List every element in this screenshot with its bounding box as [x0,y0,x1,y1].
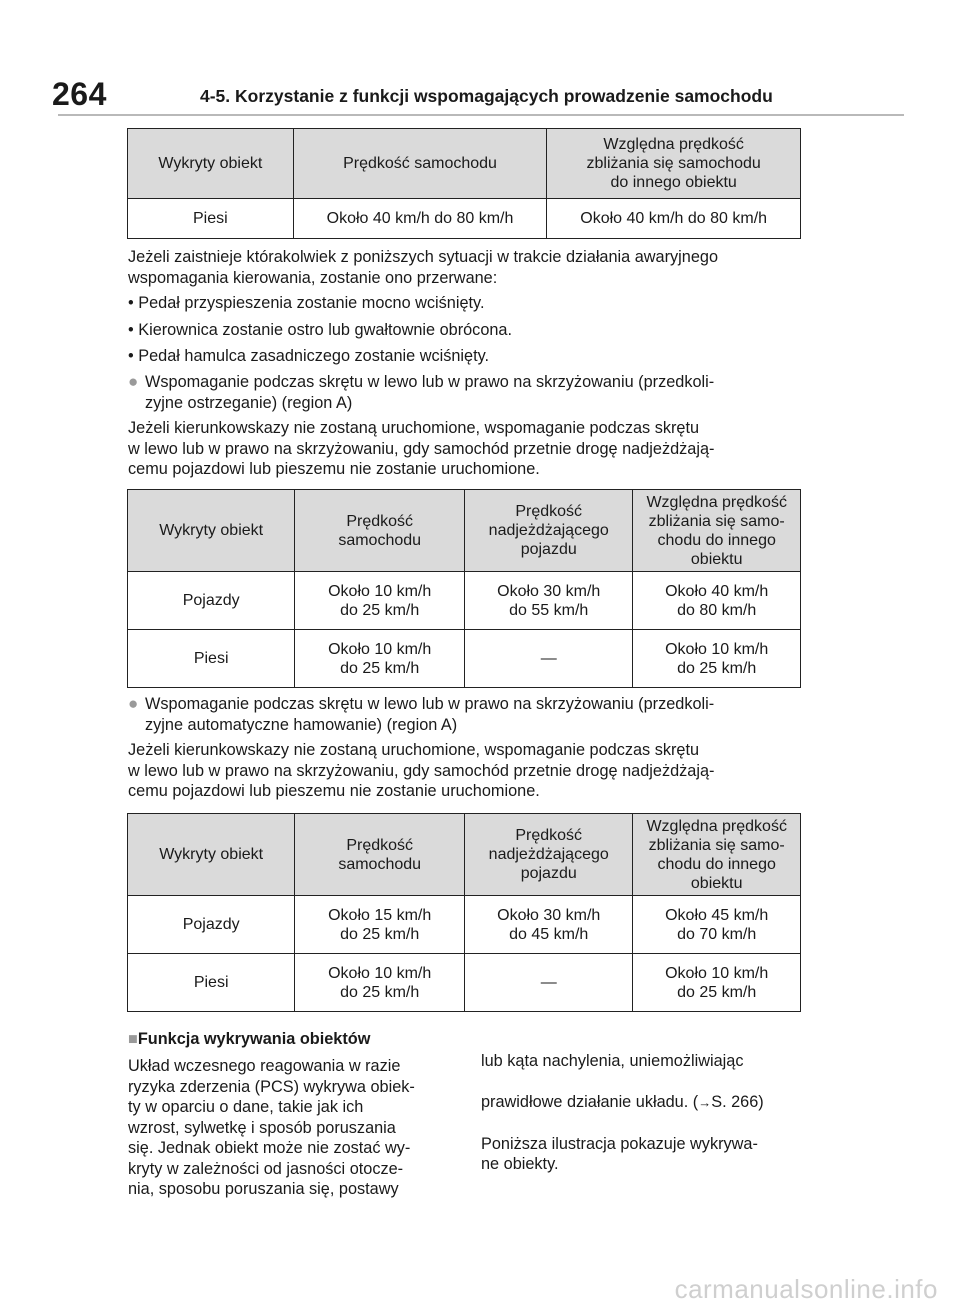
body-text: Poniższa ilustracja pokazuje wykrywa- ne obiekty. [481,1134,758,1173]
table-row [128,572,801,630]
body-column-right [481,1030,821,1175]
table-cell: Piesi [128,199,294,239]
table-header-cell: Względna prędkość zbliżania się samo- chodu do innego obiektu [633,490,801,572]
table-cell: Pojazdy [128,572,295,630]
table-header-cell: Wykryty obiekt [128,814,295,896]
list-item: • Kierownica zostanie ostro lub gwałtownie obrócona. [128,321,513,339]
section-heading-text: Funkcja wykrywania obiektów [137,1030,371,1048]
bullet-heading [128,372,808,413]
table-cell: Około 40 km/h do 80 km/h [633,572,801,630]
table-row [128,896,801,954]
detection-table-1 [127,128,801,239]
bullet-heading [128,694,808,735]
chapter-title: 4-5. Korzystanie z funkcji wspomagających prowadzenie samochodu [200,86,773,106]
table-cell: — [465,954,633,1012]
bullet-heading-text: Wspomaganie podczas skrętu w lewo lub w prawo na skrzyżowaniu (przedkoli- zyjne automatyczne hamowanie) (region A) [145,695,715,734]
body-column-left: Układ wczesnego reagowania w razie ryzyka zderzenia (PCS) wykrywa obiek- ty w oparciu o dane, takie jak ich wzrost, sylwetkę i sposób poruszania się. Jednak obiekt może nie zostać wy- kryty w zależności od jasności otocze- nia, sposobu poruszania się, postawy [128,1057,415,1198]
table-cell: Około 40 km/h do 80 km/h [547,199,801,239]
detection-table-3 [127,813,801,1012]
page-reference: S. 266) [711,1092,764,1111]
table-cell: Około 40 km/h do 80 km/h [293,199,547,239]
table-cell: Piesi [128,630,295,688]
paragraph: Jeżeli kierunkowskazy nie zostaną uruchomione, wspomaganie podczas skrętu w lewo lub w prawo na skrzyżowaniu, gdy samochód przetnie drogę nadjeżdżają- cemu pojazdowi lub pieszemu nie zostanie uruchomione. [128,741,715,800]
page-number: 264 [52,76,107,112]
table-header-cell: Wykryty obiekt [128,129,294,199]
table-cell: Około 10 km/h do 25 km/h [633,954,801,1012]
body-text: lub kąta nachylenia, uniemożliwiając [481,1051,744,1070]
table-header-cell: Prędkość nadjeżdżającego pojazdu [465,490,633,572]
table-header-cell: Względna prędkość zbliżania się samochodu do innego obiektu [547,129,801,199]
list-item: • Pedał przyspieszenia zostanie mocno wciśnięty. [128,294,485,312]
table-row [128,199,801,239]
paragraph: Jeżeli zaistnieje którakolwiek z poniższych sytuacji w trakcie działania awaryjnego wspomagania kierowania, zostanie ono przerwane: [128,248,719,287]
table-header-cell: Prędkość samochodu [293,129,547,199]
table-cell: Około 10 km/h do 25 km/h [295,572,465,630]
section-heading [128,1030,370,1049]
bullet-dot-icon: ● [128,372,139,391]
table-header-cell: Prędkość nadjeżdżającego pojazdu [465,814,633,896]
paragraph: Jeżeli kierunkowskazy nie zostaną uruchomione, wspomaganie podczas skrętu w lewo lub w prawo na skrzyżowaniu, gdy samochód przetnie drogę nadjeżdżają- cemu pojazdowi lub pieszemu nie zostanie uruchomione. [128,419,715,478]
detection-table-2 [127,489,801,688]
bullet-heading-text: Wspomaganie podczas skrętu w lewo lub w prawo na skrzyżowaniu (przedkoli- zyjne ostrzeganie) (region A) [145,373,715,412]
list-item: • Pedał hamulca zasadniczego zostanie wciśnięty. [128,347,490,365]
table-cell: Pojazdy [128,896,295,954]
table-header-cell: Wykryty obiekt [128,490,295,572]
watermark: carmanualsonline.info [674,1274,938,1304]
table-header-cell: Prędkość samochodu [295,490,465,572]
table-cell: Około 30 km/h do 55 km/h [465,572,633,630]
table-cell: Piesi [128,954,295,1012]
bullet-dot-icon: ● [128,694,139,713]
table-row [128,954,801,1012]
arrow-right-icon: → [698,1094,712,1110]
table-cell: Około 10 km/h do 25 km/h [295,630,465,688]
table-header-cell: Względna prędkość zbliżania się samo- chodu do innego obiektu [633,814,801,896]
table-header-cell: Prędkość samochodu [295,814,465,896]
body-text: prawidłowe działanie układu. ( [481,1092,699,1111]
table-cell: Około 45 km/h do 70 km/h [633,896,801,954]
square-bullet-icon: ■ [128,1030,138,1048]
table-row [128,630,801,688]
table-cell: Około 10 km/h do 25 km/h [295,954,465,1012]
table-cell: Około 15 km/h do 25 km/h [295,896,465,954]
table-cell: Około 10 km/h do 25 km/h [633,630,801,688]
header-rule [58,114,904,116]
table-cell: Około 30 km/h do 45 km/h [465,896,633,954]
table-cell: — [465,630,633,688]
